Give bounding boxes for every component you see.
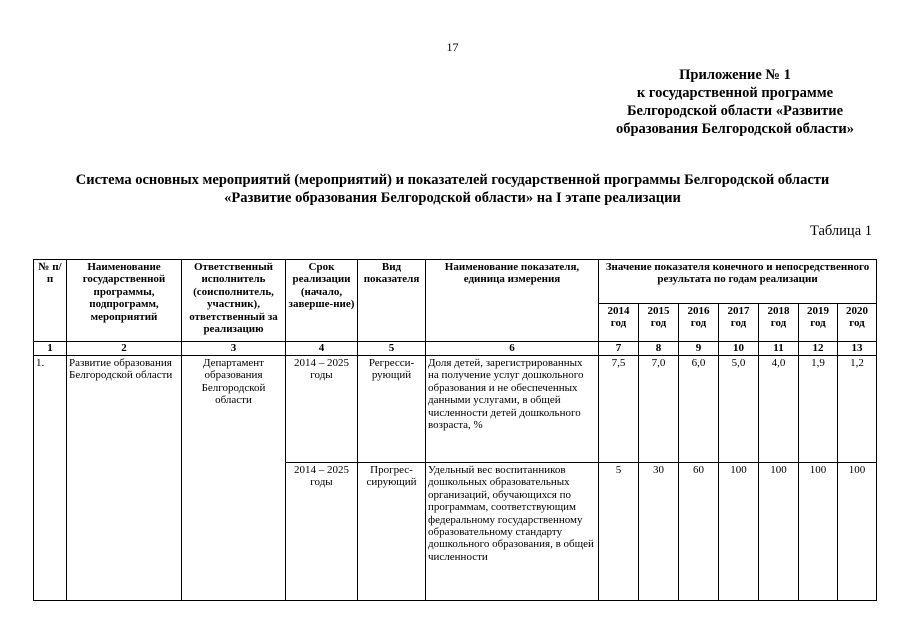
indicator-type: Регресси-рующий bbox=[358, 356, 426, 463]
period: 2014 – 2025 годы bbox=[286, 356, 358, 463]
column-number: 7 bbox=[599, 342, 639, 356]
column-number: 9 bbox=[679, 342, 719, 356]
value-cell: 30 bbox=[639, 463, 679, 601]
value-cell: 100 bbox=[838, 463, 877, 601]
header-year: 2017 год bbox=[719, 304, 759, 342]
appendix-line: Белгородской области «Развитие bbox=[626, 103, 844, 119]
column-number: 1 bbox=[34, 342, 67, 356]
value-cell: 100 bbox=[799, 463, 838, 601]
value-cell: 1,9 bbox=[799, 356, 838, 463]
column-number: 12 bbox=[799, 342, 838, 356]
indicators-table bbox=[33, 259, 877, 601]
document-title bbox=[0, 171, 905, 207]
value-cell: 60 bbox=[679, 463, 719, 601]
header-executor: Ответственный исполнитель (соисполнитель, участник), ответственный за реализацию bbox=[182, 260, 286, 342]
column-number: 3 bbox=[182, 342, 286, 356]
column-number: 8 bbox=[639, 342, 679, 356]
program-name: Развитие образования Белгородской области bbox=[67, 356, 182, 601]
header-num: № п/п bbox=[34, 260, 67, 342]
appendix-line: к государственной программе bbox=[636, 85, 834, 101]
header-year: 2016 год bbox=[679, 304, 719, 342]
page-number: 17 bbox=[446, 40, 459, 54]
appendix-heading bbox=[596, 66, 874, 138]
value-cell: 7,5 bbox=[599, 356, 639, 463]
table-row bbox=[34, 356, 877, 463]
period: 2014 – 2025 годы bbox=[286, 463, 358, 601]
value-cell: 7,0 bbox=[639, 356, 679, 463]
indicator-name: Удельный вес воспитанников дошкольных образовательных организаций, обучающихся по программам, соответствующим федеральному государственному образовательному стандарту дошкольного образования, в общей численности bbox=[426, 463, 599, 601]
executor: Департамент образования Белгородской области bbox=[182, 356, 286, 601]
header-year: 2014 год bbox=[599, 304, 639, 342]
value-cell: 6,0 bbox=[679, 356, 719, 463]
header-year: 2018 год bbox=[759, 304, 799, 342]
column-number: 10 bbox=[719, 342, 759, 356]
header-name: Наименование государственной программы, подпрограмм, мероприятий bbox=[67, 260, 182, 342]
table-label: Таблица 1 bbox=[809, 223, 872, 239]
column-number: 13 bbox=[838, 342, 877, 356]
header-value-group: Значение показателя конечного и непосредственного результата по годам реализации bbox=[599, 260, 877, 304]
value-cell: 100 bbox=[719, 463, 759, 601]
header-type: Вид показателя bbox=[358, 260, 426, 342]
appendix-line: Приложение № 1 bbox=[679, 67, 791, 83]
value-cell: 100 bbox=[759, 463, 799, 601]
value-cell: 5,0 bbox=[719, 356, 759, 463]
header-year: 2019 год bbox=[799, 304, 838, 342]
column-number: 5 bbox=[358, 342, 426, 356]
header-year: 2015 год bbox=[639, 304, 679, 342]
title-line: Система основных мероприятий (мероприятий) и показателей государственной программы Белгородской области bbox=[75, 172, 830, 188]
header-indicator: Наименование показателя, единица измерения bbox=[426, 260, 599, 342]
value-cell: 1,2 bbox=[838, 356, 877, 463]
column-number: 11 bbox=[759, 342, 799, 356]
column-number: 2 bbox=[67, 342, 182, 356]
indicator-type: Прогрес-сирующий bbox=[358, 463, 426, 601]
title-line: «Развитие образования Белгородской области» на I этапе реализации bbox=[224, 190, 681, 206]
value-cell: 5 bbox=[599, 463, 639, 601]
indicator-name: Доля детей, зарегистрированных на получение услуг дошкольного образования и не обеспеченных данными услугами, в общей численности детей дошкольного возраста, % bbox=[426, 356, 599, 463]
row-number: 1. bbox=[34, 356, 67, 601]
header-period: Срок реализации (начало, заверше-ние) bbox=[286, 260, 358, 342]
column-number: 6 bbox=[426, 342, 599, 356]
value-cell: 4,0 bbox=[759, 356, 799, 463]
appendix-line: образования Белгородской области» bbox=[615, 121, 855, 137]
header-year: 2020 год bbox=[838, 304, 877, 342]
column-number: 4 bbox=[286, 342, 358, 356]
